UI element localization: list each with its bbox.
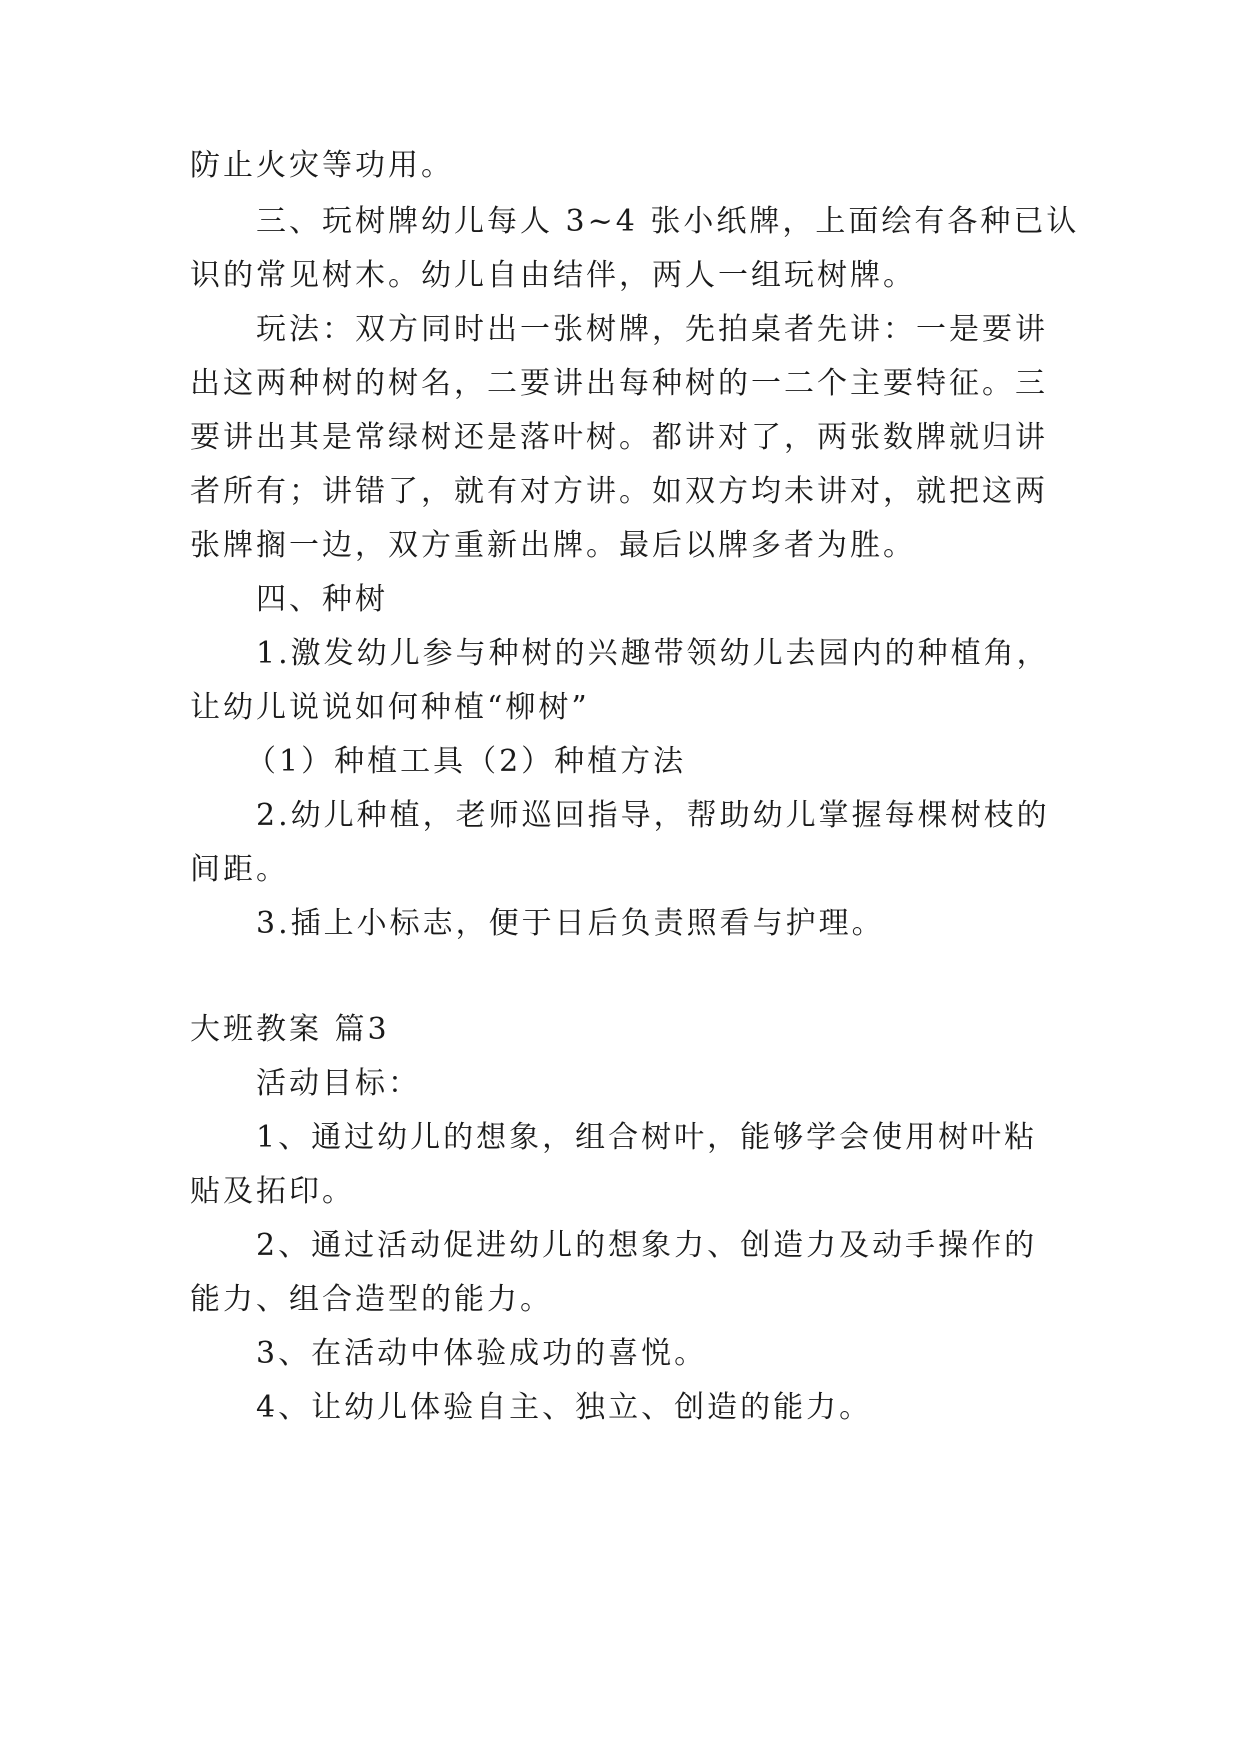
- paragraph-line: 者所有；讲错了，就有对方讲。如双方均未讲对，就把这两: [190, 474, 1048, 509]
- paragraph-line: 让幼儿说说如何种植“柳树”: [190, 690, 590, 725]
- paragraph-line: 2、通过活动促进幼儿的想象力、创造力及动手操作的: [256, 1228, 1038, 1263]
- paragraph-line: 间距。: [190, 852, 289, 887]
- paragraph-line: 4、让幼儿体验自主、独立、创造的能力。: [256, 1390, 873, 1425]
- paragraph-line: 3、在活动中体验成功的喜悦。: [256, 1336, 708, 1371]
- subheading: 四、种树: [256, 582, 388, 617]
- paragraph-line: 3.插上小标志，便于日后负责照看与护理。: [256, 906, 885, 941]
- paragraph-line: （1）种植工具（2）种植方法: [246, 744, 687, 779]
- paragraph-line: 防止火灾等功用。: [190, 148, 454, 183]
- paragraph-line: 2.幼儿种植，老师巡回指导，帮助幼儿掌握每棵树枝的: [256, 798, 1050, 833]
- paragraph-line: 要讲出其是常绿树还是落叶树。都讲对了，两张数牌就归讲: [190, 420, 1048, 455]
- paragraph-line: 1.激发幼儿参与种树的兴趣带领幼儿去园内的种植角，: [256, 636, 1050, 671]
- paragraph-line: 能力、组合造型的能力。: [190, 1282, 553, 1317]
- paragraph-line: 出这两种树的树名，二要讲出每种树的一二个主要特征。三: [190, 366, 1048, 401]
- paragraph-line: 识的常见树木。幼儿自由结伴，两人一组玩树牌。: [190, 258, 916, 293]
- subheading: 活动目标：: [256, 1066, 421, 1101]
- paragraph-line: 1、通过幼儿的想象，组合树叶，能够学会使用树叶粘: [256, 1120, 1038, 1155]
- paragraph-line: 张牌搁一边，双方重新出牌。最后以牌多者为胜。: [190, 528, 916, 563]
- paragraph-line: 三、玩树牌幼儿每人 3~4 张小纸牌，上面绘有各种已认: [256, 204, 1080, 239]
- paragraph-line: 贴及拓印。: [190, 1174, 355, 1209]
- paragraph-line: 玩法：双方同时出一张树牌，先拍桌者先讲：一是要讲: [256, 312, 1048, 347]
- section-title: 大班教案 篇3: [190, 1012, 390, 1047]
